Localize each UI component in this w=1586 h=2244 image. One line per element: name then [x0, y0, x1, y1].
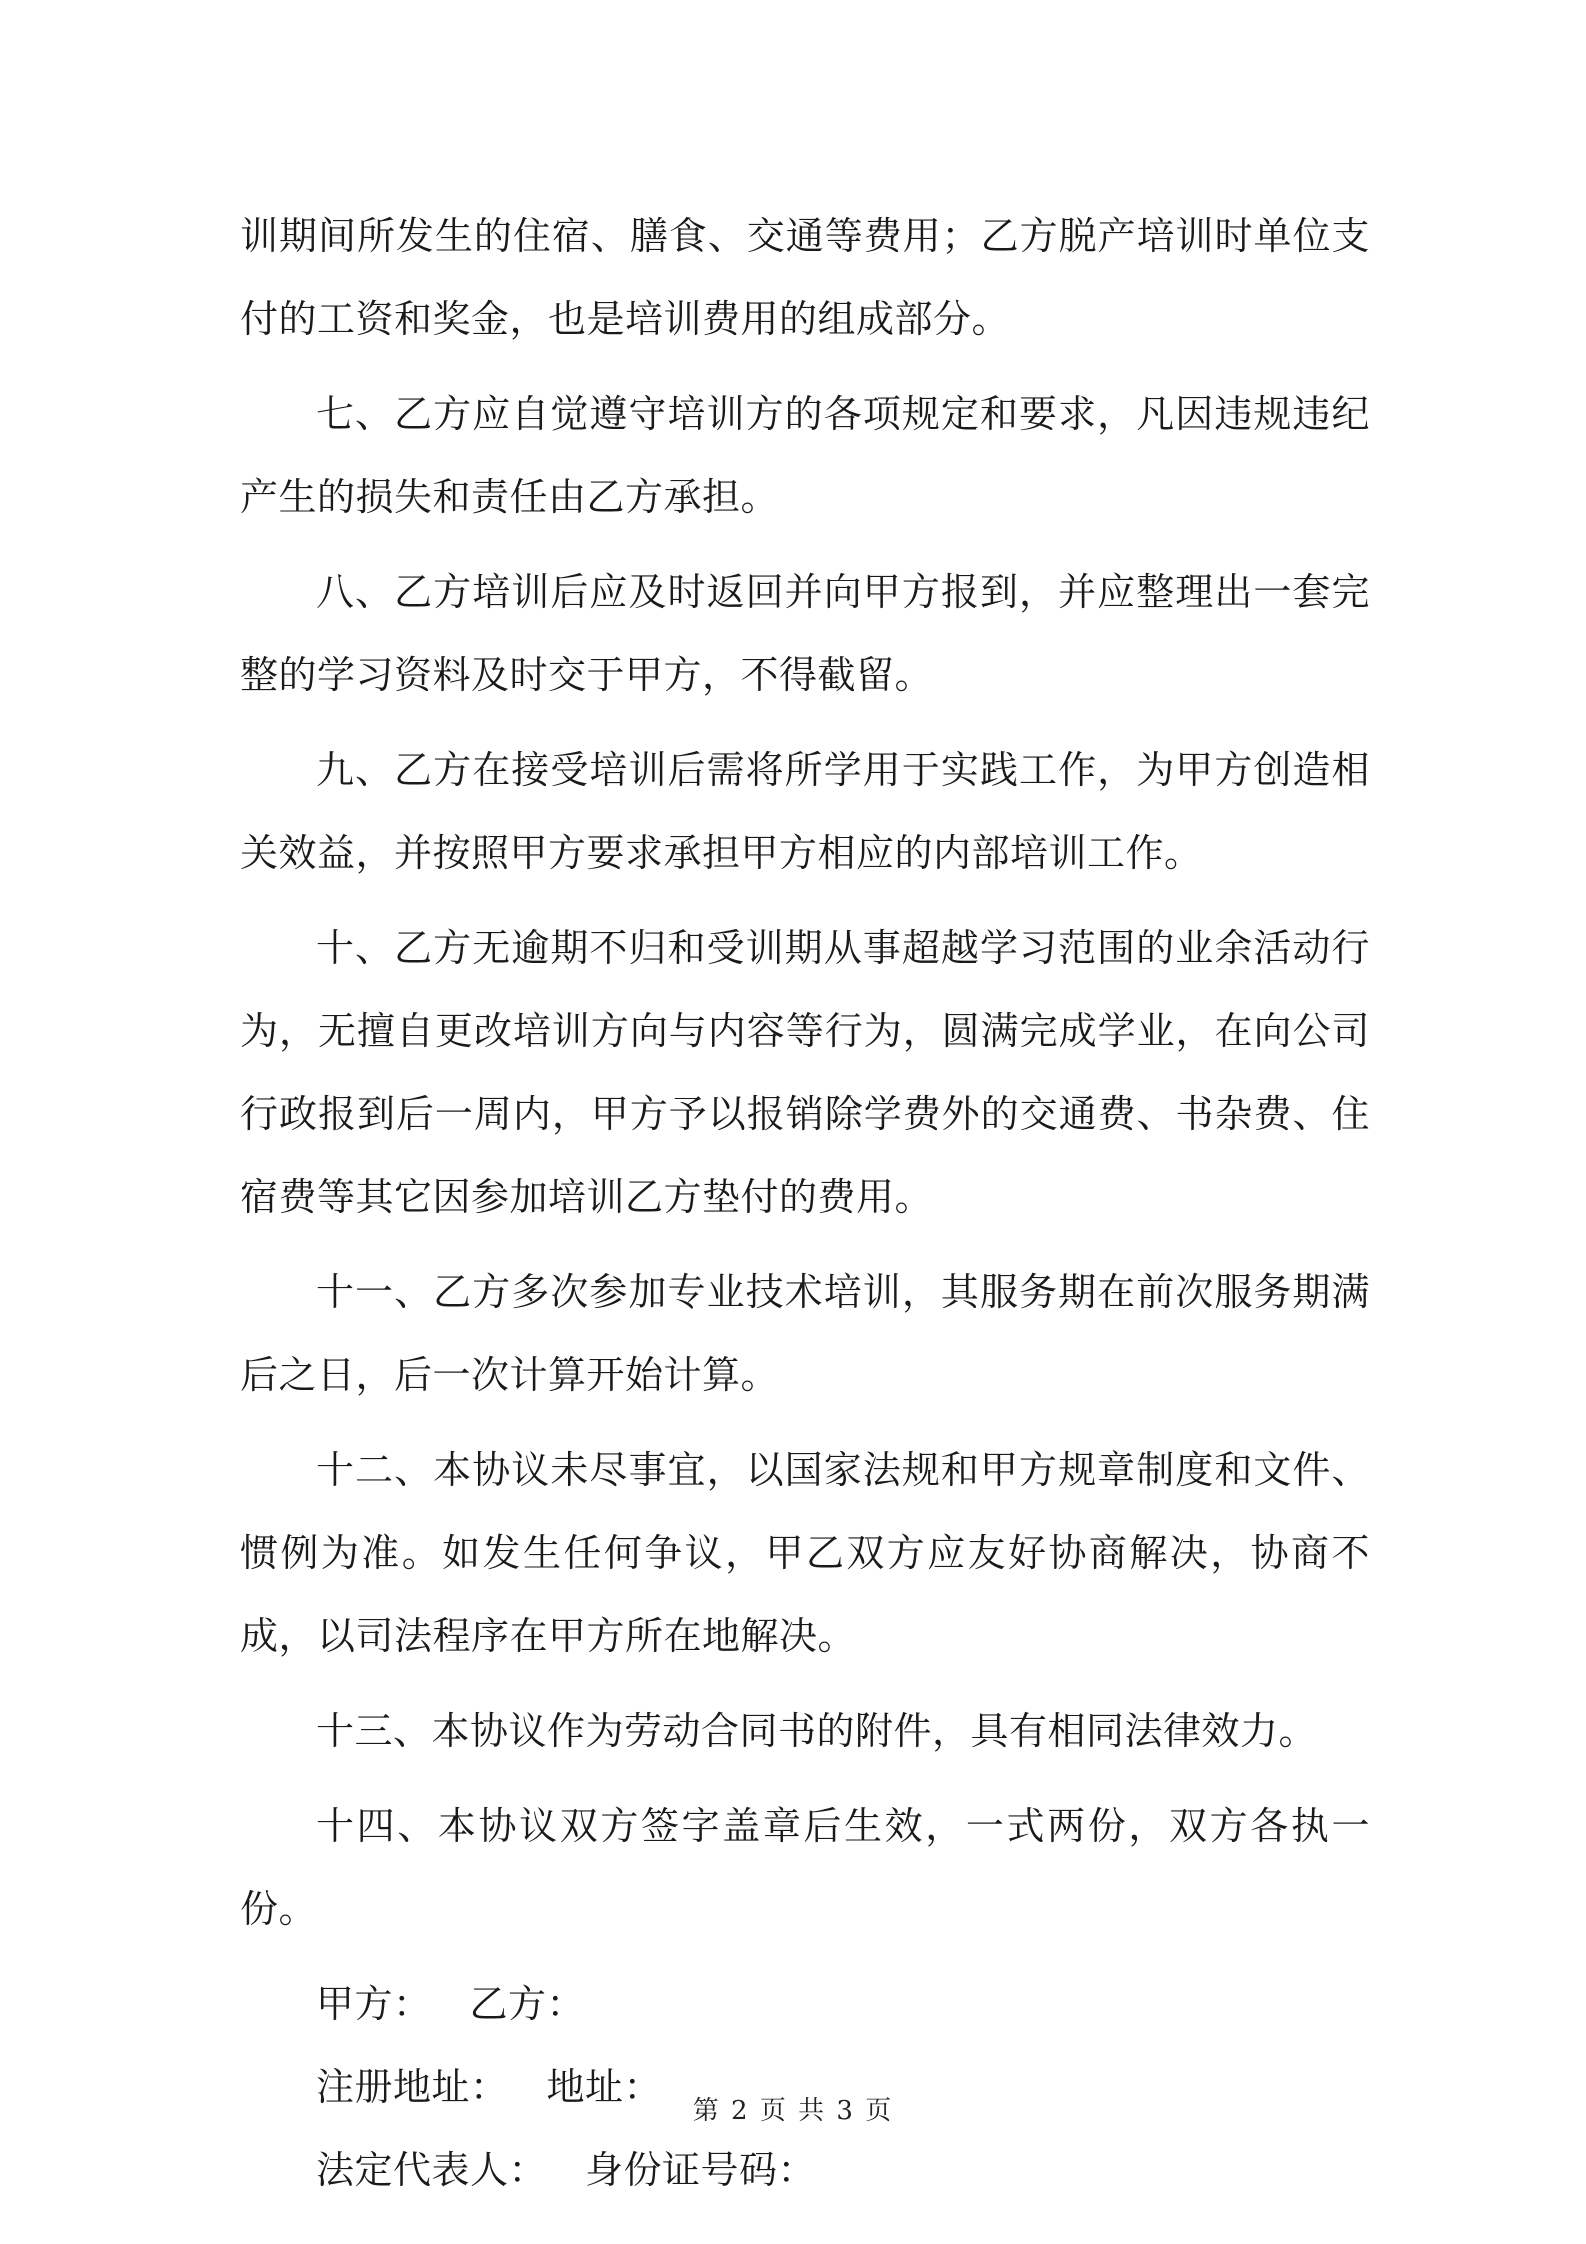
- signature-line-party: [240, 1963, 1370, 2046]
- signature-line-representative: [240, 2129, 1370, 2212]
- clause-8: 八、乙方培训后应及时返回并向甲方报到，并应整理出一套完整的学习资料及时交于甲方，不得截留。: [240, 570, 1370, 697]
- clause-7: 七、乙方应自觉遵守培训方的各项规定和要求，凡因违规违纪产生的损失和责任由乙方承担。: [240, 392, 1370, 519]
- document-body: [240, 195, 1370, 2212]
- id-number-label: 身份证号码：: [585, 2148, 817, 2192]
- paragraph-continued: 训期间所发生的住宿、膳食、交通等费用；乙方脱产培训时单位支付的工资和奖金，也是培训费用的组成部分。: [240, 214, 1370, 341]
- page-number: 第 2 页 共 3 页: [692, 2096, 894, 2126]
- party-b-label: 乙方：: [469, 1982, 586, 2026]
- registered-address-label: 注册地址：: [316, 2065, 509, 2109]
- address-label: 地址：: [546, 2065, 663, 2109]
- clause-12: 十二、本协议未尽事宜，以国家法规和甲方规章制度和文件、惯例为准。如发生任何争议，甲乙双方应友好协商解决，协商不成，以司法程序在甲方所在地解决。: [240, 1448, 1370, 1658]
- clause-9: 九、乙方在接受培训后需将所学用于实践工作，为甲方创造相关效益，并按照甲方要求承担甲方相应的内部培训工作。: [240, 748, 1370, 875]
- clause-11: 十一、乙方多次参加专业技术培训，其服务期在前次服务期满后之日，后一次计算开始计算。: [240, 1270, 1370, 1397]
- clause-14: 十四、本协议双方签字盖章后生效，一式两份，双方各执一份。: [240, 1804, 1370, 1931]
- legal-representative-label: 法定代表人：: [316, 2148, 548, 2192]
- party-a-label: 甲方：: [316, 1982, 432, 2026]
- clause-13: 十三、本协议作为劳动合同书的附件，具有相同法律效力。: [316, 1709, 1318, 1753]
- clause-10: 十、乙方无逾期不归和受训期从事超越学习范围的业余活动行为，无擅自更改培训方向与内容等行为，圆满完成学业，在向公司行政报到后一周内，甲方予以报销除学费外的交通费、书杂费、住宿费等其它因参加培训乙方垫付的费用。: [240, 926, 1370, 1219]
